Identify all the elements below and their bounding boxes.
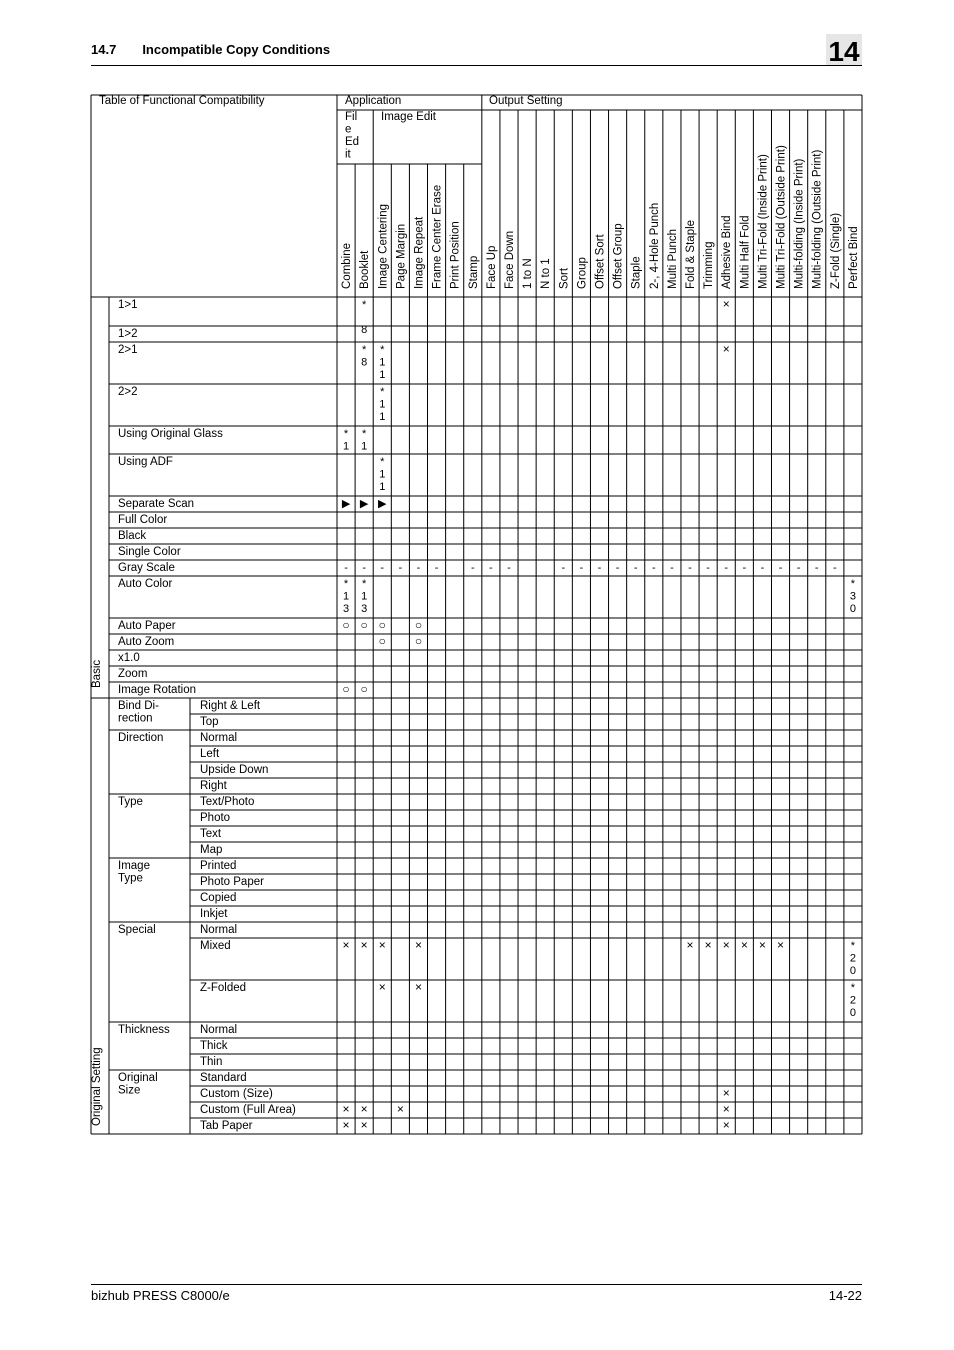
row-label: Right: [200, 780, 227, 792]
cell-mark: ○: [342, 682, 350, 696]
column-header-18: 2-, 4-Hole Punch: [648, 202, 661, 289]
cell-mark: *: [850, 578, 856, 590]
column-header-19: Multi Punch: [666, 228, 679, 289]
cell-mark: -: [651, 562, 656, 574]
row-label: 1>1: [118, 299, 138, 311]
cell-mark: ×: [342, 938, 350, 952]
cell-mark: *: [850, 940, 856, 952]
row-label: Inkjet: [200, 908, 228, 920]
cell-mark: 3: [849, 590, 857, 603]
category-label: Image: [118, 860, 150, 872]
cell-mark: ×: [777, 938, 785, 952]
row-label: Printed: [200, 860, 237, 872]
cell-mark: ▶: [341, 498, 351, 510]
cell-mark: 2: [849, 952, 857, 965]
category-label: rection: [118, 712, 153, 725]
row-label: Gray Scale: [118, 562, 175, 574]
subgroup-file-edit-label: e: [345, 123, 352, 136]
row-label: Upside Down: [200, 764, 269, 776]
cell-mark: -: [561, 562, 566, 574]
cell-mark: *: [850, 982, 856, 994]
cell-mark: -: [633, 562, 638, 574]
cell-mark: ×: [396, 1102, 404, 1116]
cell-mark: 0: [849, 603, 857, 615]
row-label: Custom (Full Area): [200, 1104, 296, 1116]
subgroup-file-edit-label: Fil: [345, 111, 358, 123]
footer-rule: [91, 1284, 862, 1285]
row-label: x1.0: [118, 652, 140, 664]
side-label-basic: Basic: [91, 659, 103, 688]
cell-mark: -: [724, 562, 729, 574]
cell-mark: -: [416, 562, 421, 574]
cell-mark: -: [380, 562, 385, 574]
category-label: Direction: [118, 732, 164, 744]
cell-mark: 1: [361, 440, 368, 453]
cell-mark: 1: [379, 481, 386, 493]
group-application-label: Application: [345, 95, 402, 107]
cell-mark: *: [362, 299, 367, 311]
cell-mark: ○: [414, 634, 423, 648]
column-header-1: Combine: [341, 242, 354, 289]
column-header-8: Stamp: [467, 255, 480, 289]
column-header-14: Group: [576, 257, 589, 289]
cell-mark: ○: [414, 618, 423, 632]
row-label: Full Color: [118, 514, 168, 526]
column-header-3: Image Centering: [377, 203, 390, 289]
cell-mark: 0: [849, 965, 857, 977]
column-header-27: Multi-folding (Outside Print): [811, 149, 824, 289]
category-label: Special: [118, 924, 156, 936]
column-header-5: Image Repeat: [413, 216, 426, 289]
row-label: Separate Scan: [118, 498, 195, 510]
cell-mark: -: [760, 562, 765, 574]
cell-mark: -: [814, 562, 819, 574]
chapter-badge: 14: [826, 34, 862, 66]
cell-mark: ○: [342, 618, 350, 632]
column-header-16: Offset Group: [612, 223, 625, 289]
cell-mark: -: [398, 562, 403, 574]
cell-mark: 1: [379, 411, 386, 423]
row-label: 2>2: [118, 386, 138, 398]
cell-mark: -: [706, 562, 710, 574]
cell-mark: -: [507, 562, 511, 574]
category-label: Original: [118, 1072, 158, 1084]
cell-mark: 1: [342, 590, 350, 603]
cell-mark: ×: [722, 1118, 730, 1132]
cell-mark: ×: [378, 938, 386, 952]
row-label: Black: [118, 530, 147, 542]
row-label: Custom (Size): [200, 1088, 273, 1100]
row-label: Thick: [200, 1040, 228, 1052]
cell-mark: -: [362, 562, 366, 574]
row-label: Copied: [200, 892, 237, 904]
section-number: 14.7: [91, 42, 117, 57]
column-header-15: Offset Sort: [594, 234, 607, 289]
category-label: Type: [118, 796, 143, 808]
row-label: Normal: [200, 732, 238, 744]
cell-mark: -: [796, 562, 801, 574]
cell-mark: 1: [342, 440, 350, 453]
column-header-21: Trimming: [703, 241, 716, 289]
row-label: Photo Paper: [200, 876, 264, 888]
row-label: Z-Folded: [200, 982, 247, 994]
category-label: Thickness: [118, 1024, 170, 1036]
column-header-4: Page Margin: [395, 223, 408, 289]
cell-mark: *: [380, 456, 385, 468]
subgroup-file-edit-label: Ed: [345, 136, 360, 148]
column-header-23: Multi Half Fold: [739, 215, 752, 289]
row-label: Thin: [200, 1056, 223, 1068]
cell-mark: 1: [379, 468, 386, 481]
cell-mark: -: [489, 562, 493, 574]
cell-mark: 1: [361, 590, 368, 603]
cell-mark: *: [343, 578, 349, 590]
row-label: Using Original Glass: [118, 428, 223, 440]
row-label: Image Rotation: [118, 684, 196, 696]
row-label: Left: [200, 748, 220, 760]
cell-mark: 3: [342, 603, 350, 615]
row-label: Tab Paper: [200, 1120, 253, 1132]
cell-mark: *: [343, 428, 349, 440]
cell-mark: -: [470, 562, 475, 574]
cell-mark: -: [670, 562, 674, 574]
table-title: Table of Functional Compatibility: [99, 95, 265, 107]
cell-mark: ×: [342, 1118, 350, 1132]
footer-page-number: 14-22: [828, 1288, 862, 1303]
cell-mark: -: [742, 562, 747, 574]
cell-mark: -: [615, 562, 620, 574]
column-header-6: Frame Center Erase: [431, 184, 444, 289]
column-header-29: Perfect Bind: [847, 226, 860, 289]
cell-mark: 8: [361, 356, 368, 369]
column-header-7: Print Position: [449, 221, 462, 289]
cell-mark: ○: [378, 618, 386, 632]
row-label: Right & Left: [200, 700, 261, 712]
category-label: Bind Di-: [118, 700, 159, 712]
column-header-2: Booklet: [359, 250, 372, 289]
cell-mark: 8: [361, 324, 368, 336]
column-header-13: Sort: [558, 267, 571, 289]
cell-mark: ×: [722, 297, 730, 311]
footer-product: bizhub PRESS C8000/e: [91, 1288, 230, 1303]
row-label: Map: [200, 844, 223, 856]
cell-mark: ×: [360, 1102, 368, 1116]
row-label: Text: [200, 828, 222, 840]
cell-mark: *: [380, 344, 385, 356]
column-header-20: Fold & Staple: [685, 219, 698, 289]
row-label: Normal: [200, 1024, 238, 1036]
row-label: Mixed: [200, 940, 231, 952]
column-header-24: Multi Tri-Fold (Inside Print): [757, 154, 770, 289]
row-label: Standard: [200, 1072, 247, 1084]
cell-mark: ○: [360, 682, 368, 696]
row-label: Using ADF: [118, 456, 173, 468]
cell-mark: ×: [342, 1102, 350, 1116]
group-output-label: Output Setting: [489, 95, 563, 107]
row-label: Photo: [200, 812, 231, 824]
column-header-28: Z-Fold (Single): [829, 212, 842, 289]
column-header-26: Multi-folding (Inside Print): [793, 158, 806, 289]
cell-mark: ×: [414, 980, 422, 994]
column-header-25: Multi Tri-Fold (Outside Print): [775, 145, 788, 289]
row-label: Auto Color: [118, 578, 173, 590]
column-header-10: Face Down: [503, 230, 516, 289]
column-header-9: Face Up: [485, 245, 498, 289]
cell-mark: ×: [722, 1102, 730, 1116]
cell-mark: 1: [379, 356, 386, 369]
cell-mark: -: [434, 562, 439, 574]
cell-mark: ○: [360, 618, 368, 632]
cell-mark: -: [344, 562, 348, 574]
subgroup-image-edit-label: Image Edit: [381, 111, 436, 123]
cell-mark: ×: [704, 938, 712, 952]
row-label: Auto Paper: [118, 620, 176, 632]
row-label: 1>2: [118, 328, 138, 340]
cell-mark: -: [597, 562, 602, 574]
column-header-11: 1 to N: [522, 258, 535, 289]
category-label: Size: [118, 1084, 141, 1097]
cell-mark: -: [688, 562, 692, 574]
column-header-17: Staple: [630, 256, 643, 289]
row-label: Top: [200, 716, 219, 728]
column-header-12: N to 1: [540, 258, 553, 289]
cell-mark: *: [380, 386, 385, 398]
cell-mark: ▶: [378, 498, 387, 510]
row-label: Normal: [200, 924, 238, 936]
cell-mark: ×: [360, 938, 368, 952]
cell-mark: 1: [379, 369, 386, 381]
cell-mark: ×: [722, 342, 730, 356]
column-header-22: Adhesive Bind: [721, 215, 734, 289]
category-label: Type: [118, 872, 143, 885]
cell-mark: -: [833, 562, 837, 574]
cell-mark: ×: [740, 938, 748, 952]
cell-mark: ×: [378, 980, 386, 994]
row-label: 2>1: [118, 344, 138, 356]
cell-mark: -: [579, 562, 584, 574]
row-label: Zoom: [118, 668, 148, 680]
cell-mark: 3: [361, 603, 368, 615]
cell-mark: ×: [722, 1086, 730, 1100]
cell-mark: 1: [379, 398, 386, 411]
cell-mark: ×: [722, 938, 730, 952]
row-label: Text/Photo: [200, 796, 255, 808]
cell-mark: 0: [849, 1007, 857, 1019]
cell-mark: ×: [414, 938, 422, 952]
cell-mark: ×: [360, 1118, 368, 1132]
cell-mark: ×: [758, 938, 766, 952]
cell-mark: 2: [849, 994, 857, 1007]
cell-mark: *: [362, 578, 367, 590]
cell-mark: ○: [378, 634, 386, 648]
cell-mark: ▶: [359, 498, 369, 510]
section-title: Incompatible Copy Conditions: [142, 42, 331, 57]
cell-mark: *: [362, 428, 367, 440]
row-label: Single Color: [118, 546, 181, 558]
cell-mark: *: [362, 344, 367, 356]
side-label-original-setting: Original Setting: [91, 1047, 103, 1126]
cell-mark: ×: [686, 938, 694, 952]
subgroup-file-edit-label: it: [345, 148, 351, 161]
row-label: Auto Zoom: [118, 636, 175, 648]
cell-mark: -: [778, 562, 783, 574]
